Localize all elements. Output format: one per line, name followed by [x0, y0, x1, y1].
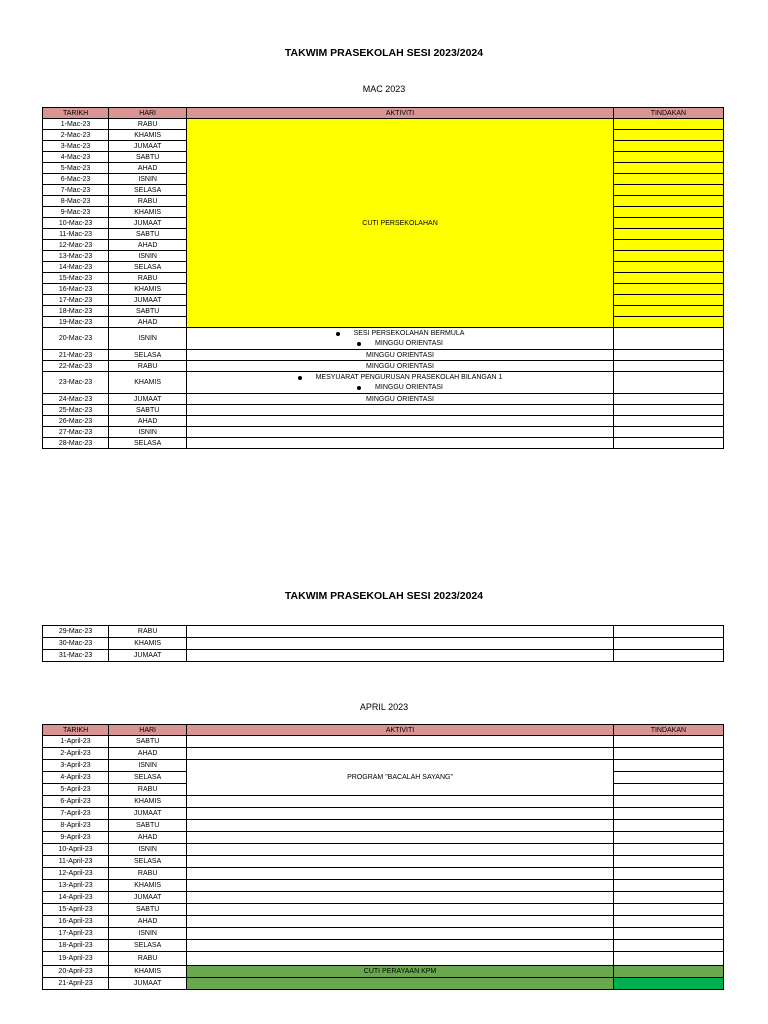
- date-cell: 6-Mac-23: [43, 174, 109, 185]
- day-cell: KHAMIS: [109, 880, 187, 892]
- day-cell: SABTU: [109, 820, 187, 832]
- date-cell: 15-Mac-23: [43, 273, 109, 284]
- table-row: [43, 796, 724, 808]
- date-cell: 19-April-23: [43, 952, 109, 966]
- table-row: [43, 904, 724, 916]
- date-cell: 10-April-23: [43, 844, 109, 856]
- activity-cell: [187, 940, 614, 952]
- date-cell: 21-April-23: [43, 978, 109, 990]
- day-cell: AHAD: [109, 748, 187, 760]
- activity-cell: [187, 928, 614, 940]
- header-hari: HARI: [109, 725, 187, 736]
- day-cell: AHAD: [109, 916, 187, 928]
- activity-cell: [187, 820, 614, 832]
- date-cell: 11-April-23: [43, 856, 109, 868]
- day-cell: AHAD: [109, 832, 187, 844]
- table-row: [43, 880, 724, 892]
- day-cell: KHAMIS: [109, 966, 187, 978]
- day-cell: ISNIN: [109, 328, 187, 350]
- action-cell: [613, 966, 723, 978]
- date-cell: 13-April-23: [43, 880, 109, 892]
- day-cell: RABU: [109, 868, 187, 880]
- day-cell: ISNIN: [109, 928, 187, 940]
- day-cell: ISNIN: [109, 844, 187, 856]
- date-cell: 25-Mac-23: [43, 405, 109, 416]
- activity-cell: [187, 952, 614, 966]
- date-cell: 22-Mac-23: [43, 361, 109, 372]
- date-cell: 4-Mac-23: [43, 152, 109, 163]
- activity-cell-cuti: CUTI PERSEKOLAHAN: [187, 119, 614, 328]
- day-cell: RABU: [109, 361, 187, 372]
- activity-cell: MINGGU ORIENTASI: [187, 350, 614, 361]
- table-row: [43, 978, 724, 990]
- table-row: [43, 119, 724, 130]
- day-cell: AHAD: [109, 240, 187, 251]
- activity-cell: [187, 405, 614, 416]
- activity-cell: [187, 880, 614, 892]
- table-row: [43, 736, 724, 748]
- day-cell: ISNIN: [109, 427, 187, 438]
- table-row: [43, 394, 724, 405]
- action-cell: [613, 207, 723, 218]
- action-cell: [613, 405, 723, 416]
- date-cell: 28-Mac-23: [43, 438, 109, 449]
- page-title-april: TAKWIM PRASEKOLAH SESI 2023/2024: [284, 590, 484, 602]
- activity-cell-program: PROGRAM "BACALAH SAYANG": [187, 760, 614, 796]
- date-cell: 5-April-23: [43, 784, 109, 796]
- header-aktiviti: AKTIVITI: [187, 108, 614, 119]
- date-cell: 17-Mac-23: [43, 295, 109, 306]
- date-cell: 15-April-23: [43, 904, 109, 916]
- activity-cell: MINGGU ORIENTASI: [187, 361, 614, 372]
- action-cell: [613, 856, 723, 868]
- activity-cell: [187, 427, 614, 438]
- header-tindakan: TINDAKAN: [613, 725, 723, 736]
- activity-cell: [187, 416, 614, 427]
- day-cell: AHAD: [109, 163, 187, 174]
- action-cell: [613, 760, 723, 772]
- activity-cell: CUTI PERAYAAN KPM: [187, 966, 614, 978]
- action-cell: [613, 174, 723, 185]
- activity-cell: [187, 808, 614, 820]
- action-cell: [613, 262, 723, 273]
- day-cell: RABU: [109, 784, 187, 796]
- table-row: [43, 808, 724, 820]
- date-cell: 5-Mac-23: [43, 163, 109, 174]
- date-cell: 31-Mac-23: [43, 650, 109, 662]
- table-row: [43, 916, 724, 928]
- action-cell: [613, 844, 723, 856]
- day-cell: SELASA: [109, 940, 187, 952]
- date-cell: 4-April-23: [43, 772, 109, 784]
- day-cell: JUMAAT: [109, 650, 187, 662]
- action-cell: [613, 904, 723, 916]
- date-cell: 10-Mac-23: [43, 218, 109, 229]
- date-cell: 12-April-23: [43, 868, 109, 880]
- bullet-icon: [336, 332, 340, 336]
- date-cell: 1-April-23: [43, 736, 109, 748]
- header-tindakan: TINDAKAN: [613, 108, 723, 119]
- action-cell: [613, 229, 723, 240]
- date-cell: 11-Mac-23: [43, 229, 109, 240]
- action-cell: [613, 361, 723, 372]
- activity-cell: [187, 832, 614, 844]
- day-cell: KHAMIS: [109, 207, 187, 218]
- table-row: [43, 638, 724, 650]
- activity-cell: MINGGU ORIENTASI: [187, 394, 614, 405]
- action-cell: [613, 163, 723, 174]
- month-heading-mac: MAC 2023: [362, 84, 406, 94]
- action-cell: [613, 350, 723, 361]
- rows-april: [43, 796, 724, 952]
- action-cell: [613, 196, 723, 207]
- action-cell: [613, 978, 723, 990]
- activity-cell: [187, 856, 614, 868]
- date-cell: 12-Mac-23: [43, 240, 109, 251]
- activity-cell: [187, 626, 614, 638]
- action-cell: [613, 880, 723, 892]
- table-mac: [42, 107, 724, 449]
- action-cell: [613, 796, 723, 808]
- action-cell: [613, 416, 723, 427]
- table-row: [43, 361, 724, 372]
- date-cell: 29-Mac-23: [43, 626, 109, 638]
- table-row: [43, 650, 724, 662]
- action-cell: [613, 394, 723, 405]
- action-cell: [613, 940, 723, 952]
- day-cell: JUMAAT: [109, 295, 187, 306]
- action-cell: [613, 119, 723, 130]
- action-cell: [613, 372, 723, 394]
- table-row: [43, 868, 724, 880]
- action-cell: [613, 273, 723, 284]
- action-cell: [613, 808, 723, 820]
- action-cell: [613, 328, 723, 350]
- day-cell: SELASA: [109, 856, 187, 868]
- bullet-icon: [357, 342, 361, 346]
- activity-cell: [187, 978, 614, 990]
- action-cell: [613, 295, 723, 306]
- header-hari: HARI: [109, 108, 187, 119]
- date-cell: 3-April-23: [43, 760, 109, 772]
- action-cell: [613, 638, 723, 650]
- bullet-icon: [357, 386, 361, 390]
- header-row: [43, 725, 724, 736]
- date-cell: 16-April-23: [43, 916, 109, 928]
- day-cell: JUMAAT: [109, 394, 187, 405]
- table-row: [43, 832, 724, 844]
- action-cell: [613, 748, 723, 760]
- day-cell: SELASA: [109, 185, 187, 196]
- day-cell: SABTU: [109, 229, 187, 240]
- rows-cuti: [43, 119, 724, 328]
- date-cell: 8-April-23: [43, 820, 109, 832]
- table-row: [43, 438, 724, 449]
- day-cell: RABU: [109, 196, 187, 207]
- table-row: [43, 350, 724, 361]
- action-cell: [613, 130, 723, 141]
- date-cell: 17-April-23: [43, 928, 109, 940]
- day-cell: JUMAAT: [109, 218, 187, 229]
- date-cell: 14-Mac-23: [43, 262, 109, 273]
- day-cell: SABTU: [109, 306, 187, 317]
- day-cell: SELASA: [109, 438, 187, 449]
- header-tarikh: TARIKH: [43, 725, 109, 736]
- day-cell: JUMAAT: [109, 141, 187, 152]
- table-row: [43, 416, 724, 427]
- table-row: [43, 820, 724, 832]
- date-cell: 7-Mac-23: [43, 185, 109, 196]
- table-row: [43, 760, 724, 772]
- date-cell: 18-April-23: [43, 940, 109, 952]
- action-cell: [613, 185, 723, 196]
- day-cell: SABTU: [109, 405, 187, 416]
- action-cell: [613, 784, 723, 796]
- table-row: [43, 928, 724, 940]
- table-row: [43, 372, 724, 394]
- action-cell: [613, 427, 723, 438]
- date-cell: 2-April-23: [43, 748, 109, 760]
- activity-cell: [187, 736, 614, 748]
- action-cell: [613, 240, 723, 251]
- table-row: [43, 626, 724, 638]
- day-cell: KHAMIS: [109, 796, 187, 808]
- table-row: [43, 892, 724, 904]
- activity-cell: [187, 650, 614, 662]
- activity-cell: [187, 796, 614, 808]
- date-cell: 7-April-23: [43, 808, 109, 820]
- action-cell: [613, 736, 723, 748]
- header-tarikh: TARIKH: [43, 108, 109, 119]
- date-cell: 27-Mac-23: [43, 427, 109, 438]
- date-cell: 9-Mac-23: [43, 207, 109, 218]
- action-cell: [613, 306, 723, 317]
- day-cell: RABU: [109, 952, 187, 966]
- action-cell: [613, 892, 723, 904]
- date-cell: 3-Mac-23: [43, 141, 109, 152]
- date-cell: 26-Mac-23: [43, 416, 109, 427]
- table-mac-continued: [42, 625, 724, 662]
- page-title-mac: TAKWIM PRASEKOLAH SESI 2023/2024: [284, 47, 484, 59]
- header-aktiviti: AKTIVITI: [187, 725, 614, 736]
- day-cell: JUMAAT: [109, 808, 187, 820]
- activity-cell: SESI PERSEKOLAHAN BERMULA MINGGU ORIENTASI: [187, 328, 614, 350]
- activity-cell: [187, 892, 614, 904]
- month-heading-april: APRIL 2023: [359, 702, 409, 712]
- activity-cell: MESYUARAT PENGURUSAN PRASEKOLAH BILANGAN 1 MINGGU ORIENTASI: [187, 372, 614, 394]
- action-cell: [613, 868, 723, 880]
- table-row: [43, 940, 724, 952]
- date-cell: 6-April-23: [43, 796, 109, 808]
- date-cell: 2-Mac-23: [43, 130, 109, 141]
- date-cell: 21-Mac-23: [43, 350, 109, 361]
- action-cell: [613, 832, 723, 844]
- action-cell: [613, 152, 723, 163]
- activity-cell: [187, 748, 614, 760]
- date-cell: 14-April-23: [43, 892, 109, 904]
- day-cell: SABTU: [109, 152, 187, 163]
- day-cell: RABU: [109, 626, 187, 638]
- day-cell: KHAMIS: [109, 284, 187, 295]
- day-cell: JUMAAT: [109, 978, 187, 990]
- date-cell: 9-April-23: [43, 832, 109, 844]
- activity-cell: [187, 844, 614, 856]
- table-row: [43, 856, 724, 868]
- day-cell: RABU: [109, 273, 187, 284]
- day-cell: SABTU: [109, 736, 187, 748]
- day-cell: KHAMIS: [109, 638, 187, 650]
- date-cell: 20-April-23: [43, 966, 109, 978]
- table-row: [43, 748, 724, 760]
- rows-program: [43, 760, 724, 796]
- table-row: [43, 427, 724, 438]
- day-cell: SABTU: [109, 904, 187, 916]
- bullet-icon: [298, 376, 302, 380]
- action-cell: [613, 626, 723, 638]
- day-cell: AHAD: [109, 317, 187, 328]
- date-cell: 18-Mac-23: [43, 306, 109, 317]
- action-cell: [613, 928, 723, 940]
- action-cell: [613, 438, 723, 449]
- action-cell: [613, 218, 723, 229]
- date-cell: 19-Mac-23: [43, 317, 109, 328]
- day-cell: ISNIN: [109, 251, 187, 262]
- day-cell: RABU: [109, 119, 187, 130]
- action-cell: [613, 251, 723, 262]
- date-cell: 30-Mac-23: [43, 638, 109, 650]
- activity-cell: [187, 904, 614, 916]
- day-cell: ISNIN: [109, 760, 187, 772]
- date-cell: 23-Mac-23: [43, 372, 109, 394]
- date-cell: 16-Mac-23: [43, 284, 109, 295]
- action-cell: [613, 772, 723, 784]
- action-cell: [613, 820, 723, 832]
- activity-cell: [187, 868, 614, 880]
- table-row: [43, 952, 724, 966]
- date-cell: 20-Mac-23: [43, 328, 109, 350]
- table-row: [43, 844, 724, 856]
- table-row: [43, 405, 724, 416]
- date-cell: 1-Mac-23: [43, 119, 109, 130]
- day-cell: AHAD: [109, 416, 187, 427]
- day-cell: JUMAAT: [109, 892, 187, 904]
- day-cell: KHAMIS: [109, 130, 187, 141]
- action-cell: [613, 650, 723, 662]
- action-cell: [613, 317, 723, 328]
- rows-end-mac: [43, 405, 724, 449]
- day-cell: KHAMIS: [109, 372, 187, 394]
- action-cell: [613, 141, 723, 152]
- date-cell: 13-Mac-23: [43, 251, 109, 262]
- date-cell: 8-Mac-23: [43, 196, 109, 207]
- activity-cell: [187, 438, 614, 449]
- action-cell: [613, 916, 723, 928]
- date-cell: 24-Mac-23: [43, 394, 109, 405]
- action-cell: [613, 952, 723, 966]
- activity-cell: [187, 638, 614, 650]
- action-cell: [613, 284, 723, 295]
- activity-cell: [187, 916, 614, 928]
- day-cell: SELASA: [109, 772, 187, 784]
- table-row: [43, 966, 724, 978]
- day-cell: SELASA: [109, 262, 187, 273]
- table-april: [42, 724, 724, 990]
- day-cell: ISNIN: [109, 174, 187, 185]
- day-cell: SELASA: [109, 350, 187, 361]
- header-row: [43, 108, 724, 119]
- rows-mac-continued: [43, 626, 724, 662]
- table-row: [43, 328, 724, 350]
